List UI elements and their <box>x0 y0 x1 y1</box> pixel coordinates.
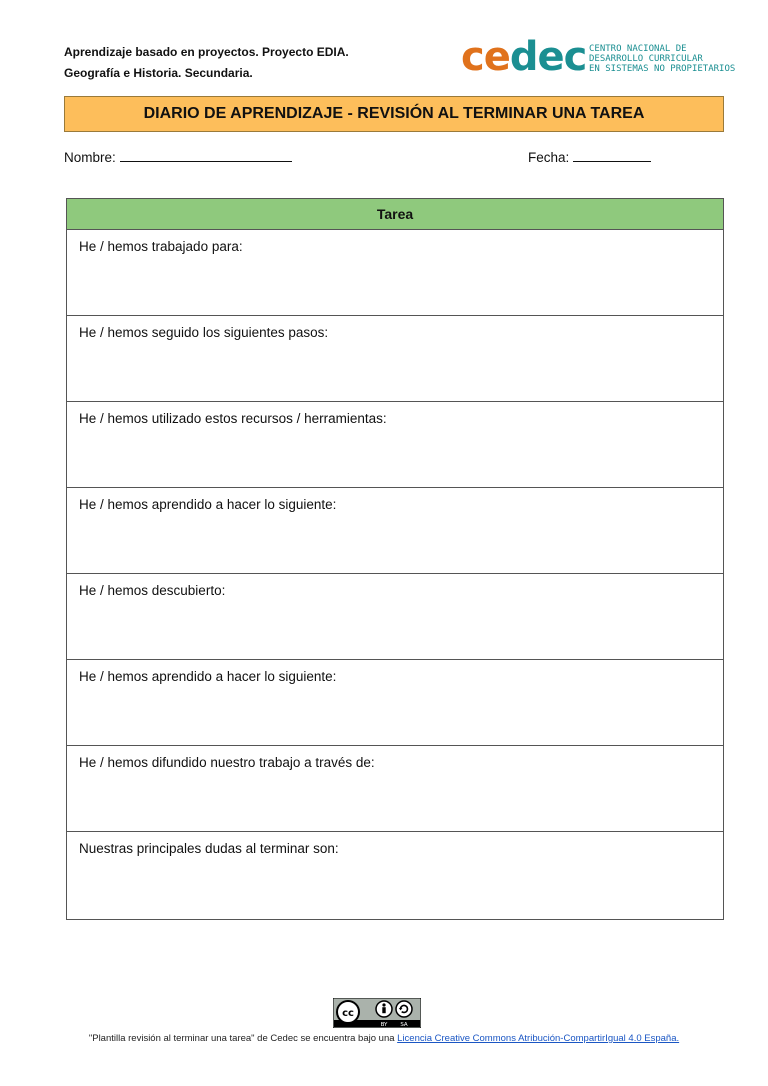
row-prompt: He / hemos seguido los siguientes pasos: <box>79 325 329 340</box>
table-row[interactable] <box>67 832 723 919</box>
table-row[interactable] <box>67 660 723 746</box>
fecha-field[interactable] <box>528 149 651 165</box>
cedec-logo-word: cedec <box>461 34 587 80</box>
row-prompt: He / hemos utilizado estos recursos / herramientas: <box>79 411 387 426</box>
share-alike-icon <box>396 1001 412 1017</box>
row-prompt: He / hemos descubierto: <box>79 583 226 598</box>
header-line-subject: Geografía e Historia. Secundaria. <box>64 66 253 80</box>
page-title: DIARIO DE APRENDIZAJE - REVISIÓN AL TERMINAR UNA TAREA <box>64 96 724 132</box>
header-line-project: Aprendizaje basado en proyectos. Proyecto EDIA. <box>64 45 349 59</box>
creative-commons-badge <box>333 998 421 1028</box>
table-row[interactable] <box>67 402 723 488</box>
cedec-logo-subtitle: CENTRO NACIONAL DE DESARROLLO CURRICULAR EN SISTEMAS NO PROPIETARIOS <box>589 44 736 74</box>
nombre-blank-line[interactable] <box>120 149 292 162</box>
row-prompt: Nuestras principales dudas al terminar son: <box>79 841 339 856</box>
table-row[interactable] <box>67 746 723 832</box>
row-prompt: He / hemos aprendido a hacer lo siguiente: <box>79 669 337 684</box>
license-link[interactable]: Licencia Creative Commons Atribución-CompartirIgual 4.0 España. <box>397 1033 680 1044</box>
cc-icon-text: cc <box>342 1008 354 1019</box>
document-header <box>64 42 349 84</box>
table-row[interactable] <box>67 316 723 402</box>
table-header: Tarea <box>67 199 723 230</box>
student-fields <box>64 149 724 167</box>
nombre-label: Nombre: <box>64 150 116 165</box>
table-row[interactable] <box>67 488 723 574</box>
fecha-blank-line[interactable] <box>573 149 651 162</box>
task-review-table <box>66 198 724 920</box>
cedec-logo <box>461 34 741 82</box>
table-row[interactable] <box>67 230 723 316</box>
row-prompt: He / hemos trabajado para: <box>79 239 243 254</box>
nombre-field[interactable] <box>64 149 292 165</box>
license-text: "Plantilla revisión al terminar una tarea" de Cedec se encuentra bajo una <box>88 1033 395 1044</box>
row-prompt: He / hemos aprendido a hacer lo siguiente: <box>79 497 337 512</box>
license-footer <box>0 1033 768 1044</box>
by-label: BY <box>380 1022 388 1028</box>
sa-label: SA <box>400 1022 408 1028</box>
fecha-label: Fecha: <box>528 150 570 165</box>
table-row[interactable] <box>67 574 723 660</box>
row-prompt: He / hemos difundido nuestro trabajo a través de: <box>79 755 375 770</box>
